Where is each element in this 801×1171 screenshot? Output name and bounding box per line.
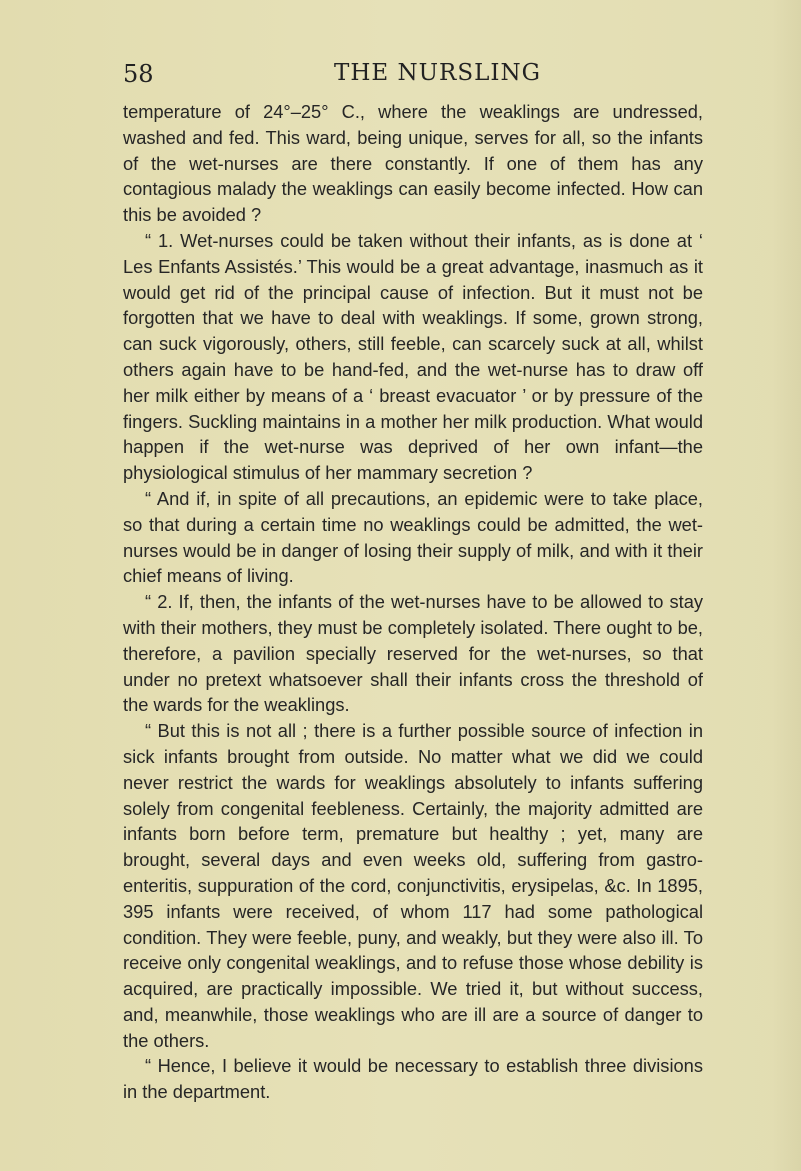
paragraph-1: temperature of 24°–25° C., where the weaklings are undressed, washed and fed. This ward, being unique, serves for all, so the infants of the wet-nurses are there constantly. If one of them has any contagious malady the weaklings can easily become infected. How can this be avoided ? (123, 101, 703, 226)
page-header (123, 60, 703, 94)
paragraph-6: “ Hence, I believe it would be necessary to establish three divisions in the department. (123, 1055, 703, 1103)
paragraph-5: “ But this is not all ; there is a further possible source of infection in sick infants brought from outside. No matter what we did we could never restrict the wards for weaklings absolutely to infants suffering solely from congenital feebleness. Certainly, the majority admitted are infants born before term, premature but healthy ; yet, many are brought, several days and even weeks old, suffering from gastro-enteritis, suppuration of the cord, conjunctivitis, erysipelas, &c. In 1895, 395 infants were received, of whom 117 had some pathological condition. They were feeble, puny, and weakly, but they were also ill. To receive only congenital weaklings, and to refuse those whose debility is acquired, are practically impossible. We tried it, but without success, and, meanwhile, those weaklings who are ill are a source of danger to the others. (123, 720, 703, 1051)
paragraph-3: “ And if, in spite of all precautions, an epidemic were to take place, so that during a certain time no weaklings could be admitted, the wet-nurses would be in danger of losing their supply of milk, and with it their chief means of living. (123, 487, 703, 587)
page-number: 58 (123, 60, 154, 88)
running-title: THE NURSLING (334, 60, 541, 86)
paragraph-2: “ 1. Wet-nurses could be taken without their infants, as is done at ‘ Les Enfants Assistés.’ This would be a great advantage, inasmuch as it would get rid of the principal cause of infection. But it must not be forgotten that we have to deal with weaklings. If some, grown strong, can suck vigorously, others, still feeble, can scarcely suck at all, whilst others again have to be hand-fed, and the wet-nurse has to draw off her milk either by means of a ‘ breast evacuator ’ or by pressure of the fingers. Suckling maintains in a mother her milk production. What would happen if the wet-nurse was deprived of her own infant—the physiological stimulus of her mammary secretion ? (123, 229, 703, 484)
paragraph-4: “ 2. If, then, the infants of the wet-nurses have to be allowed to stay with their mothers, they must be completely isolated. There ought to be, therefore, a pavilion specially reserved for the wet-nurses, so that under no pretext whatsoever shall their infants cross the threshold of the wards for the weaklings. (123, 591, 703, 716)
body-text (123, 99, 703, 1105)
page-edge-shadow (771, 0, 801, 1171)
